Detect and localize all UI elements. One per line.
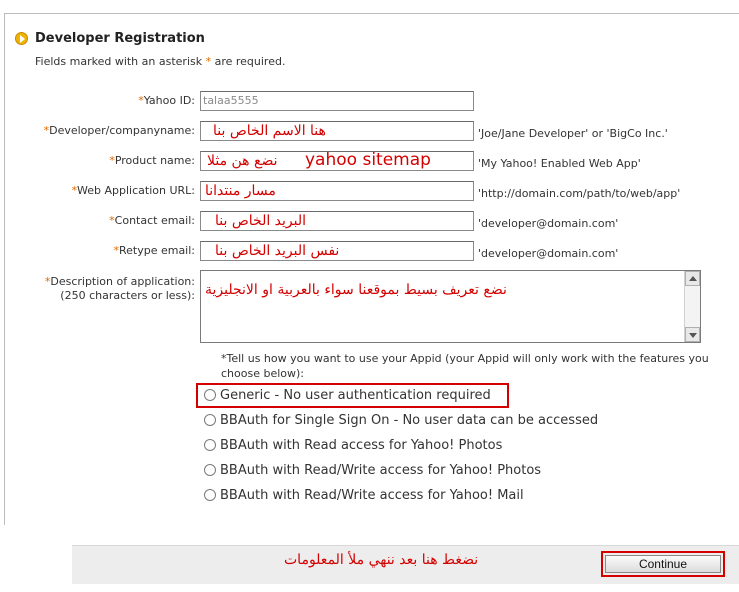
retype-email-hint: 'developer@domain.com' xyxy=(478,247,619,260)
webapp-url-label: *Web Application URL: xyxy=(71,184,195,197)
scroll-up-icon[interactable] xyxy=(685,271,700,286)
page-title: Developer Registration xyxy=(35,31,205,46)
section-arrow-icon xyxy=(15,32,28,45)
radio-option-bbauth-photos-readwrite[interactable]: BBAuth with Read/Write access for Yahoo! Photos xyxy=(204,461,541,479)
radio-option-bbauth-mail-readwrite[interactable]: BBAuth with Read/Write access for Yahoo! Mail xyxy=(204,486,524,504)
product-value-arabic: نضع هن مثلا xyxy=(207,153,278,169)
contact-email-label: *Contact email: xyxy=(109,214,195,227)
radio-option-bbauth-sso[interactable]: BBAuth for Single Sign On - No user data can be accessed xyxy=(204,411,598,429)
required-fields-note: Fields marked with an asterisk * are required. xyxy=(35,55,286,68)
continue-button[interactable]: Continue xyxy=(605,555,721,573)
yahoo-id-label: *Yahoo ID: xyxy=(138,94,195,107)
retype-email-label: *Retype email: xyxy=(113,244,195,257)
product-value-english: yahoo sitemap xyxy=(305,151,431,170)
developer-hint: 'Joe/Jane Developer' or 'BigCo Inc.' xyxy=(478,127,668,140)
scroll-down-icon[interactable] xyxy=(685,327,700,342)
description-value: نضع تعريف بسيط بموقعنا سواء بالعربية او الانجليزية xyxy=(205,282,507,298)
contact-email-hint: 'developer@domain.com' xyxy=(478,217,619,230)
footer-annotation: نضغط هنا بعد ننهي ملأ المعلومات xyxy=(284,552,479,568)
appid-usage-note: *Tell us how you want to use your Appid (your Appid will only work with the features you choose below): xyxy=(221,352,709,380)
webapp-url-field[interactable] xyxy=(200,181,474,201)
description-label: *Description of application: (250 characters or less): xyxy=(44,275,195,302)
radio-option-generic[interactable]: Generic - No user authentication required xyxy=(204,386,491,404)
textarea-scrollbar[interactable] xyxy=(684,271,700,342)
product-label: *Product name: xyxy=(109,154,195,167)
retype-email-value: نفس البريد الخاص بنا xyxy=(215,243,340,259)
radio-button[interactable] xyxy=(204,389,216,401)
webapp-url-value: مسار منتدانا xyxy=(205,183,276,199)
contact-email-field[interactable] xyxy=(200,211,474,231)
product-field[interactable] xyxy=(200,151,474,171)
radio-option-bbauth-photos-read[interactable]: BBAuth with Read access for Yahoo! Photos xyxy=(204,436,502,454)
retype-email-field[interactable] xyxy=(200,241,474,261)
developer-value: هنا الاسم الخاص بنا xyxy=(213,123,326,139)
radio-button[interactable] xyxy=(204,489,216,501)
webapp-url-hint: 'http://domain.com/path/to/web/app' xyxy=(478,187,681,200)
contact-email-value: البريد الخاص بنا xyxy=(215,213,307,229)
description-textarea[interactable] xyxy=(200,270,701,343)
continue-highlight xyxy=(601,551,725,577)
yahoo-id-field[interactable]: talaa5555 xyxy=(200,91,474,111)
developer-label: *Developer/companyname: xyxy=(43,124,195,137)
developer-field[interactable] xyxy=(200,121,474,141)
product-hint: 'My Yahoo! Enabled Web App' xyxy=(478,157,641,170)
radio-button[interactable] xyxy=(204,464,216,476)
radio-button[interactable] xyxy=(204,439,216,451)
radio-button[interactable] xyxy=(204,414,216,426)
